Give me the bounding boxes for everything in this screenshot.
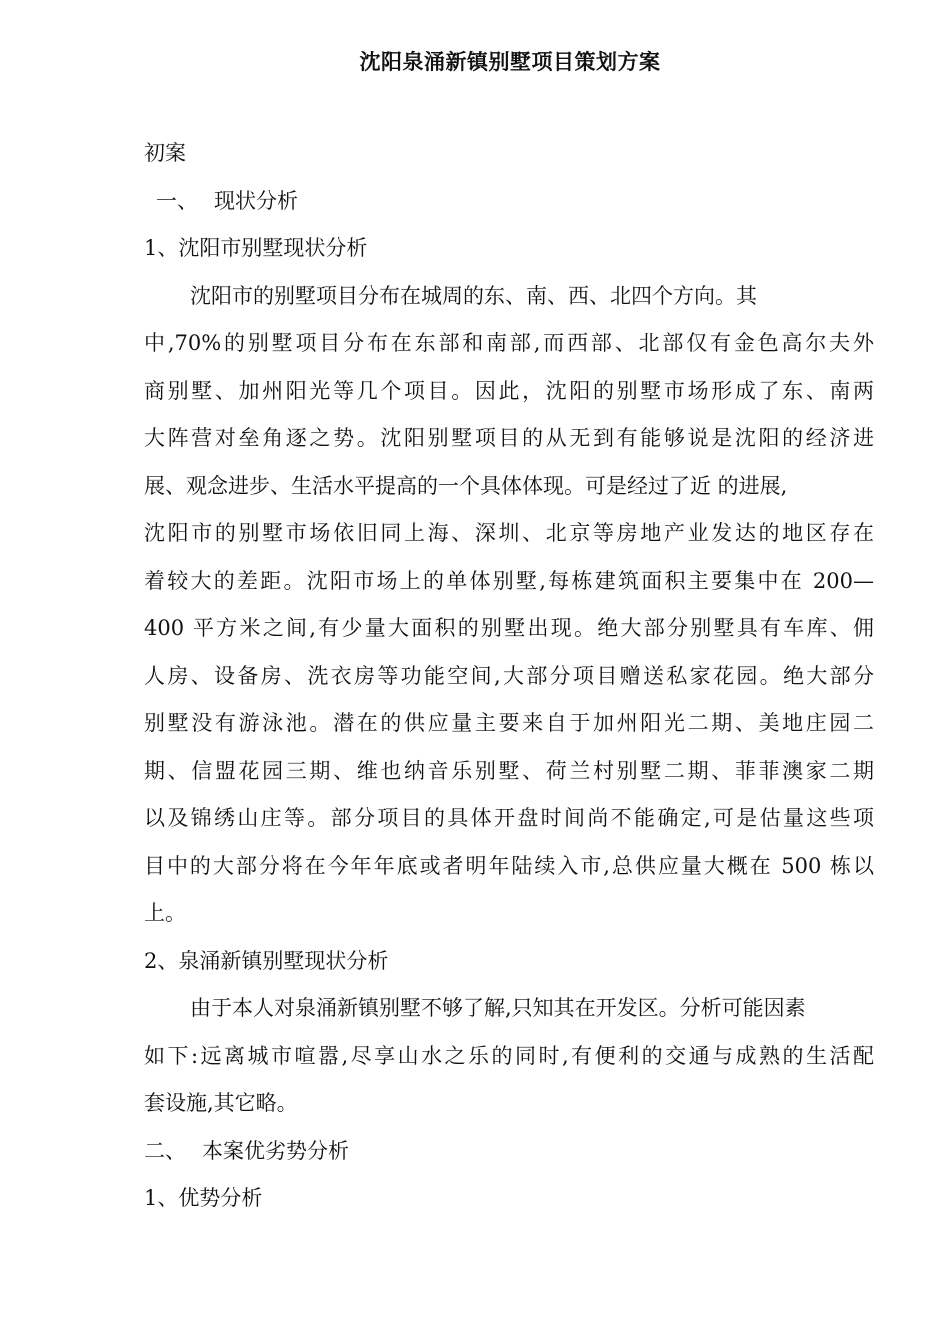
paragraph-line: 沈阳市的别墅市场依旧同上海、深圳、北京等房地产业发达的地区存在 — [144, 521, 874, 545]
paragraph-line: 400 平方米之间,有少量大面积的别墅出现。绝大部分别墅具有车库、佣 — [144, 616, 874, 640]
paragraph-line: 沈阳市的别墅项目分布在城周的东、南、西、北四个方向。其 — [190, 283, 757, 308]
paragraph-line: 展、观念进步、生活水平提高的一个具体体现。可是经过了近 的进展, — [144, 473, 788, 498]
paragraph-line: 中,70%的别墅项目分布在东部和南部,而西部、北部仅有金色高尔夫外 — [144, 331, 874, 355]
paragraph-line: 着较大的差距。沈阳市场上的单体别墅,每栋建筑面积主要集中在 200— — [144, 568, 874, 593]
paragraph-line: 套设施,其它略。 — [144, 1091, 298, 1115]
paragraph-line: 由于本人对泉涌新镇别墅不够了解,只知其在开发区。分析可能因素 — [190, 996, 806, 1020]
paragraph-line: 期、信盟花园三期、维也纳音乐别墅、荷兰村别墅二期、菲菲澳家二期 — [144, 758, 874, 783]
subsection-heading: 1、优势分析 — [144, 1186, 263, 1210]
paragraph-line: 大阵营对垒角逐之势。沈阳别墅项目的从无到有能够说是沈阳的经济进 — [144, 426, 874, 450]
paragraph-line: 别墅没有游泳池。潜在的供应量主要来自于加州阳光二期、美地庄园二 — [144, 711, 874, 735]
section-heading-2 — [144, 1128, 874, 1176]
document-title: 沈阳泉涌新镇别墅项目策划方案 — [359, 50, 661, 74]
paragraph-line: 如下:远离城市喧嚣,尽享山水之乐的同时,有便利的交通与成熟的生活配 — [144, 1043, 874, 1068]
document-body — [144, 130, 874, 1223]
paragraph-line: 上。 — [144, 901, 186, 925]
subsection-heading: 2、泉涌新镇别墅现状分析 — [144, 948, 389, 973]
section-heading-1 — [144, 178, 874, 226]
paragraph-line: 目中的大部分将在今年年底或者明年陆续入市,总供应量大概在 500 栋以 — [144, 853, 874, 878]
paragraph-line: 以及锦绣山庄等。部分项目的具体开盘时间尚不能确定,可是估量这些项 — [144, 806, 874, 830]
section-title: 现状分析 — [214, 188, 298, 213]
section-number: 一、 — [156, 188, 198, 213]
draft-label: 初案 — [144, 141, 186, 165]
paragraph-line: 商别墅、加州阳光等几个项目。因此，沈阳的别墅市场形成了东、南两 — [144, 378, 874, 403]
section-title: 本案优劣势分析 — [202, 1138, 349, 1163]
paragraph-line: 人房、设备房、洗衣房等功能空间,大部分项目赠送私家花园。绝大部分 — [144, 663, 874, 688]
section-number: 二、 — [144, 1138, 186, 1163]
subsection-heading: 1、沈阳市别墅现状分析 — [144, 236, 368, 260]
